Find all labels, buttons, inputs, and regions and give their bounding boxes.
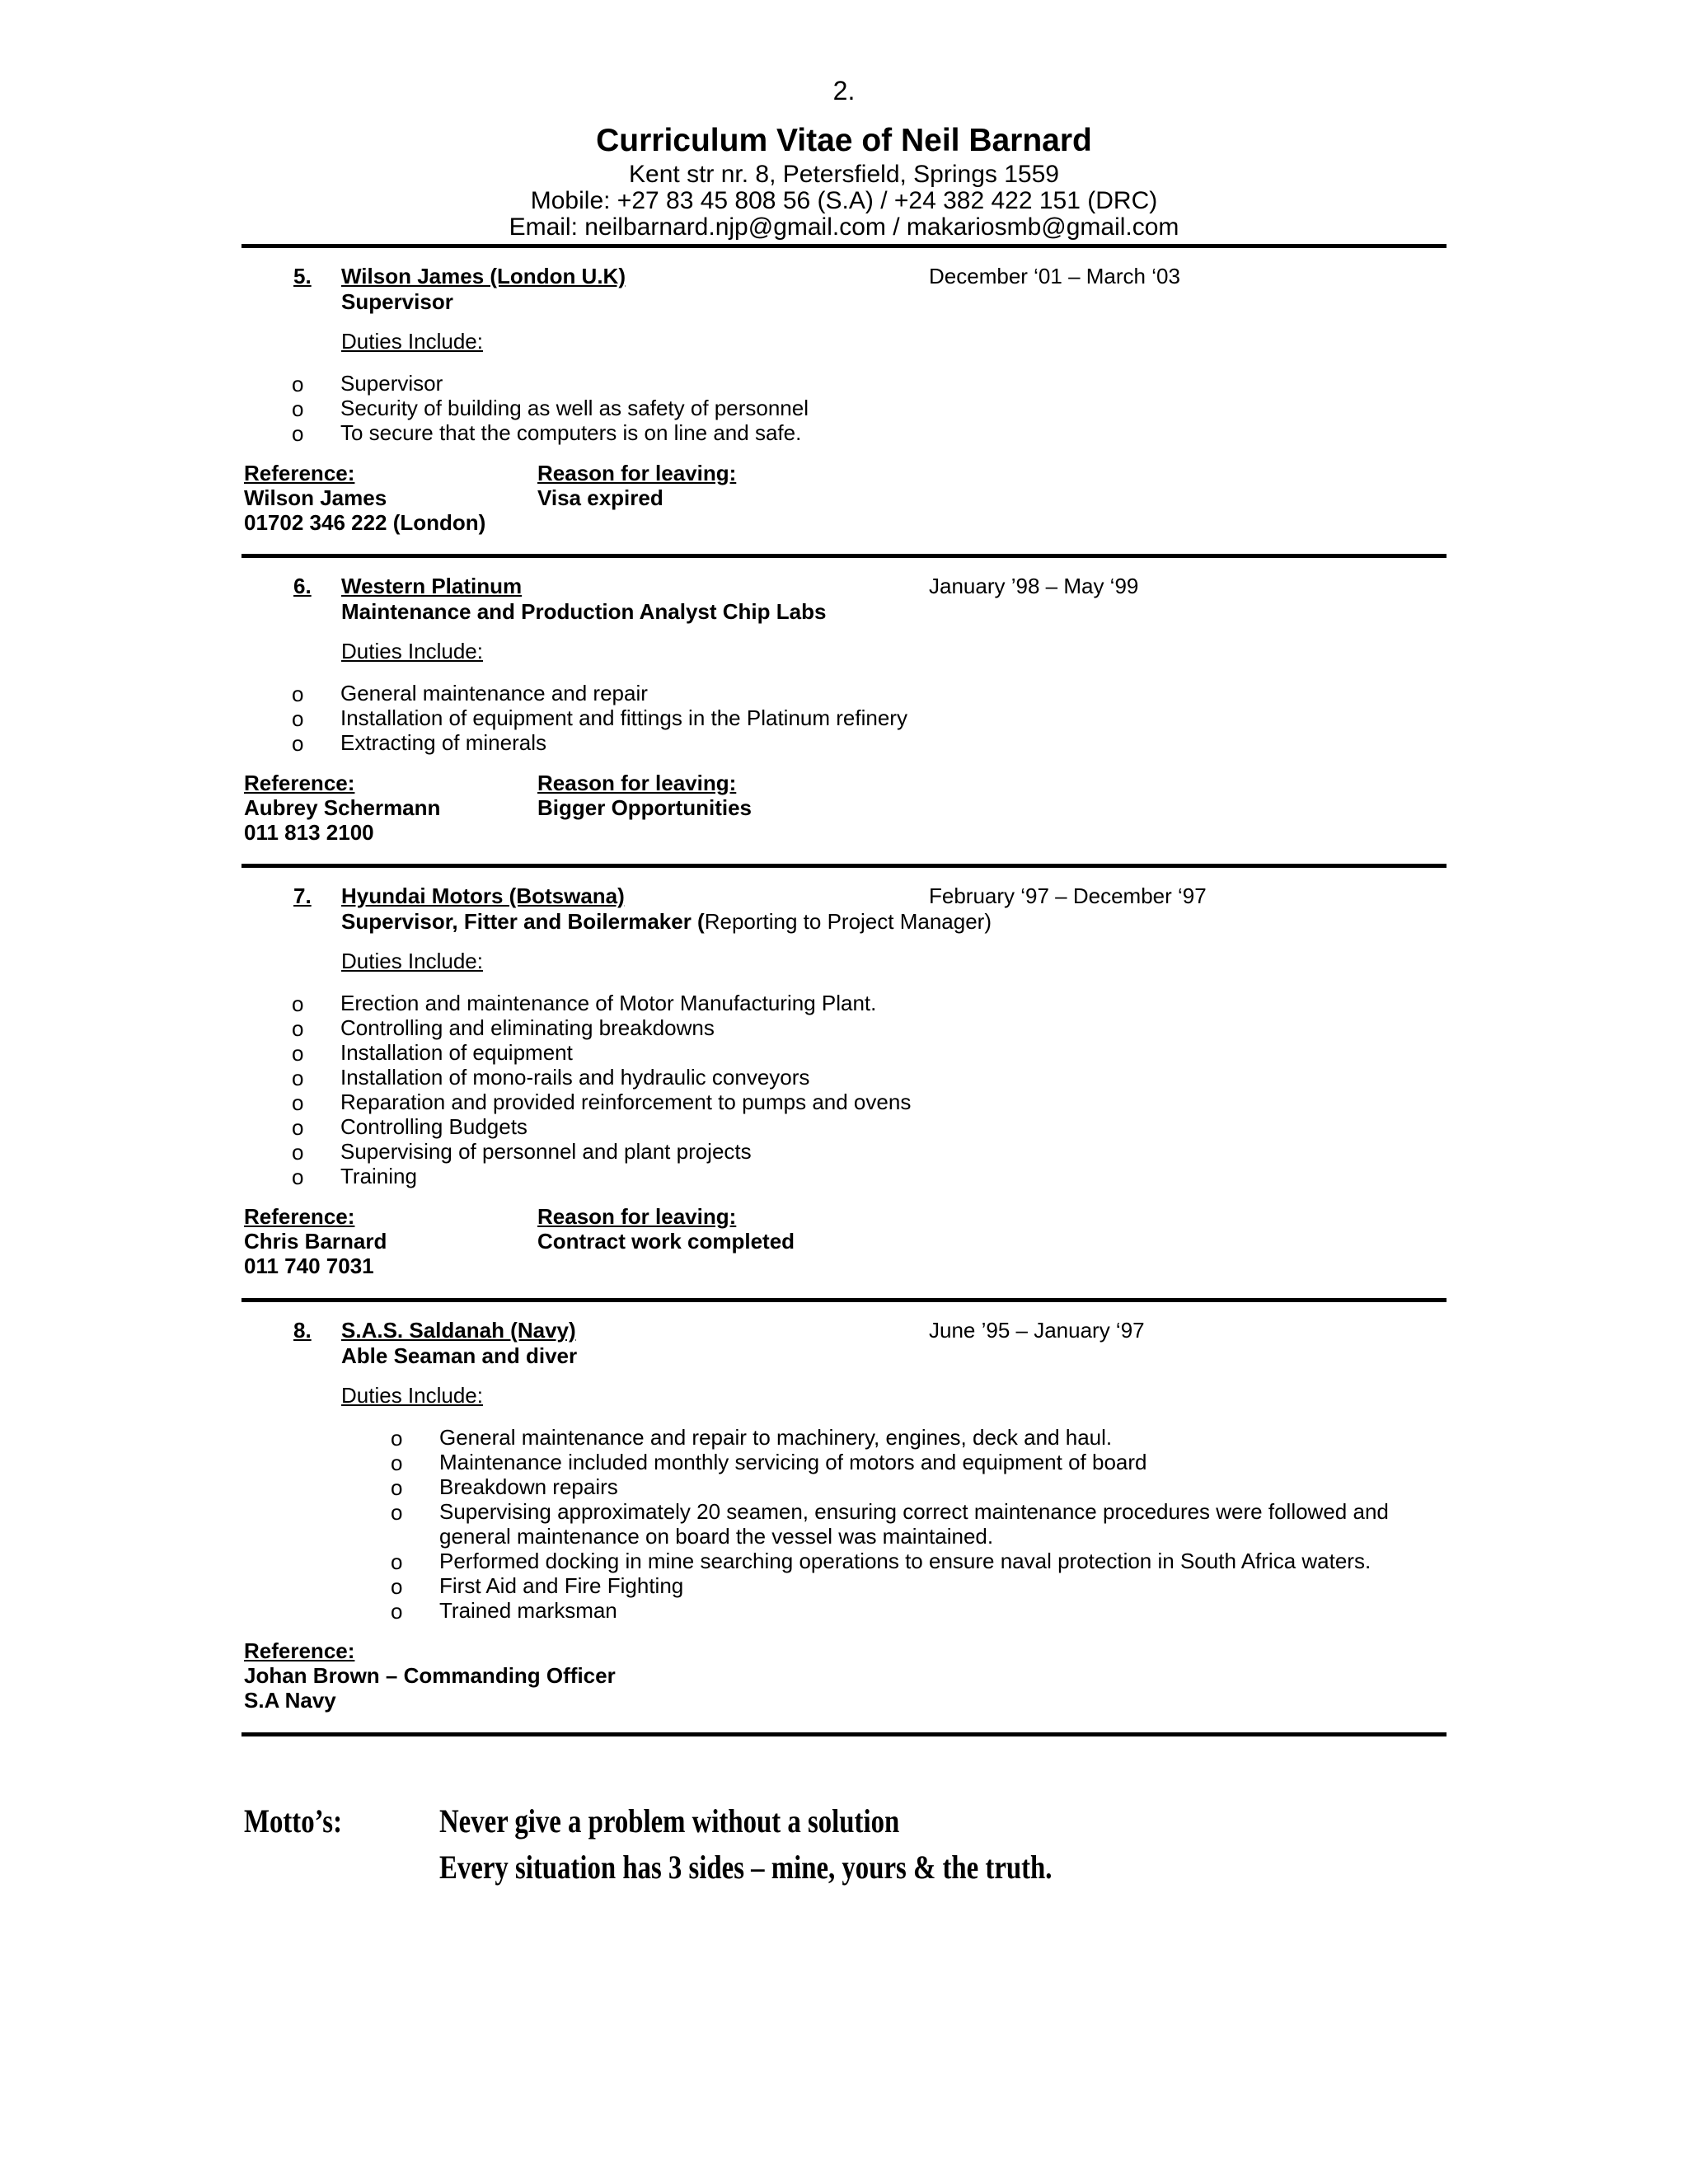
job-company: Western Platinum xyxy=(341,574,523,598)
duty-item: Supervising of personnel and plant projects xyxy=(340,1139,752,1164)
reason-value: Bigger Opportunities xyxy=(537,795,752,820)
duty-item: Supervisor xyxy=(340,371,443,396)
cv-header xyxy=(0,120,1688,241)
job-number: 8. xyxy=(293,1318,312,1343)
reason-value: Contract work completed xyxy=(537,1229,795,1254)
bullet-icon: o xyxy=(292,682,304,706)
divider xyxy=(241,1298,1447,1302)
duty-item: First Aid and Fire Fighting xyxy=(439,1573,684,1598)
bullet-icon: o xyxy=(292,1090,304,1115)
bullet-icon: o xyxy=(292,991,304,1016)
duty-item: Security of building as well as safety of personnel xyxy=(340,396,809,420)
job-position: Maintenance and Production Analyst Chip Labs xyxy=(341,599,827,624)
duty-item: Installation of mono-rails and hydraulic conveyors xyxy=(340,1065,810,1090)
reference-phone: 01702 346 222 (London) xyxy=(244,510,486,535)
bullet-icon: o xyxy=(292,1066,304,1090)
duty-item: Controlling Budgets xyxy=(340,1114,528,1139)
bullet-icon: o xyxy=(292,396,304,421)
duty-item: Supervising approximately 20 seamen, ensuring correct maintenance procedures were followed and xyxy=(439,1499,1389,1524)
job-number: 7. xyxy=(293,883,312,908)
bullet-icon: o xyxy=(292,1016,304,1041)
reference-phone: 011 740 7031 xyxy=(244,1254,374,1278)
motto-line: Never give a problem without a solution xyxy=(439,1802,900,1840)
job-number: 6. xyxy=(293,574,312,598)
job-company: Wilson James (London U.K) xyxy=(341,264,626,288)
job-position-note: Reporting to Project Manager) xyxy=(704,909,992,934)
reason-label: Reason for leaving: xyxy=(537,771,737,795)
reference-label: Reference: xyxy=(244,771,355,795)
bullet-icon: o xyxy=(292,421,304,446)
bullet-icon: o xyxy=(391,1426,403,1451)
duty-item: Reparation and provided reinforcement to pumps and ovens xyxy=(340,1090,912,1114)
bullet-icon: o xyxy=(292,372,304,396)
job-position: Supervisor xyxy=(341,289,453,314)
reference-name: Wilson James xyxy=(244,485,387,510)
cv-title: Curriculum Vitae of Neil Barnard xyxy=(596,123,1092,158)
bullet-icon: o xyxy=(391,1599,403,1624)
reason-label: Reason for leaving: xyxy=(537,461,737,485)
duty-item: To secure that the computers is on line and safe. xyxy=(340,420,802,445)
duties-label: Duties Include: xyxy=(341,639,483,663)
bullet-icon: o xyxy=(391,1475,403,1500)
duty-item: General maintenance and repair xyxy=(340,681,648,705)
reason-value: Visa expired xyxy=(537,485,663,510)
duties-label: Duties Include: xyxy=(341,949,483,973)
bullet-icon: o xyxy=(391,1549,403,1574)
reference-phone: 011 813 2100 xyxy=(244,820,374,845)
reference-name: Chris Barnard xyxy=(244,1229,387,1254)
job-company: Hyundai Motors (Botswana) xyxy=(341,883,625,908)
job-dates: February ‘97 – December ‘97 xyxy=(929,883,1207,908)
job-dates: December ‘01 – March ‘03 xyxy=(929,264,1180,288)
bullet-icon: o xyxy=(292,1041,304,1066)
motto-label: Motto’s: xyxy=(244,1802,343,1840)
duty-item: Performed docking in mine searching operations to ensure naval protection in South Africa waters. xyxy=(439,1549,1372,1573)
job-position-title: Supervisor, Fitter and Boilermaker ( xyxy=(341,909,705,934)
duty-item: General maintenance and repair to machinery, engines, deck and haul. xyxy=(439,1425,1113,1450)
page-number: 2. xyxy=(832,76,856,105)
divider xyxy=(241,244,1447,248)
duties-label: Duties Include: xyxy=(341,329,483,354)
duty-item: Trained marksman xyxy=(439,1598,617,1623)
email: Email: neilbarnard.njp@gmail.com / makariosmb@gmail.com xyxy=(509,213,1179,241)
reason-label: Reason for leaving: xyxy=(537,1204,737,1229)
duty-item-continued: general maintenance on board the vessel was maintained. xyxy=(439,1524,994,1549)
duty-item: Training xyxy=(340,1164,417,1188)
reference-label: Reference: xyxy=(244,1204,355,1229)
reference-name: Aubrey Schermann xyxy=(244,795,441,820)
bullet-icon: o xyxy=(292,1165,304,1189)
address: Kent str nr. 8, Petersfield, Springs 1559 xyxy=(629,161,1059,188)
bullet-icon: o xyxy=(391,1500,403,1525)
duty-item: Installation of equipment and fittings in the Platinum refinery xyxy=(340,705,907,730)
bullet-icon: o xyxy=(292,731,304,756)
bullet-icon: o xyxy=(292,1115,304,1140)
bullet-icon: o xyxy=(292,706,304,731)
bullet-icon: o xyxy=(292,1140,304,1165)
duty-item: Installation of equipment xyxy=(340,1040,573,1065)
reference-name: Johan Brown – Commanding Officer xyxy=(244,1663,616,1688)
duty-item: Maintenance included monthly servicing of motors and equipment of board xyxy=(439,1450,1147,1474)
mobile: Mobile: +27 83 45 808 56 (S.A) / +24 382 422 151 (DRC) xyxy=(530,187,1158,214)
duty-item: Controlling and eliminating breakdowns xyxy=(340,1015,715,1040)
bullet-icon: o xyxy=(391,1574,403,1599)
job-dates: January ’98 – May ‘99 xyxy=(929,574,1139,598)
reference-label: Reference: xyxy=(244,461,355,485)
duties-label: Duties Include: xyxy=(341,1383,483,1408)
divider xyxy=(241,554,1447,558)
duty-item: Breakdown repairs xyxy=(439,1474,618,1499)
job-company: S.A.S. Saldanah (Navy) xyxy=(341,1318,576,1343)
bullet-icon: o xyxy=(391,1451,403,1475)
reference-label: Reference: xyxy=(244,1638,355,1663)
duty-item: Erection and maintenance of Motor Manufacturing Plant. xyxy=(340,991,877,1015)
duty-item: Extracting of minerals xyxy=(340,730,546,755)
job-dates: June ’95 – January ‘97 xyxy=(929,1318,1145,1343)
job-number: 5. xyxy=(293,264,312,288)
job-position xyxy=(341,909,992,935)
divider xyxy=(241,864,1447,868)
job-position: Able Seaman and diver xyxy=(341,1343,578,1368)
divider xyxy=(241,1732,1447,1736)
motto-line: Every situation has 3 sides – mine, yours & the truth. xyxy=(439,1849,1053,1886)
reference-org: S.A Navy xyxy=(244,1688,336,1713)
